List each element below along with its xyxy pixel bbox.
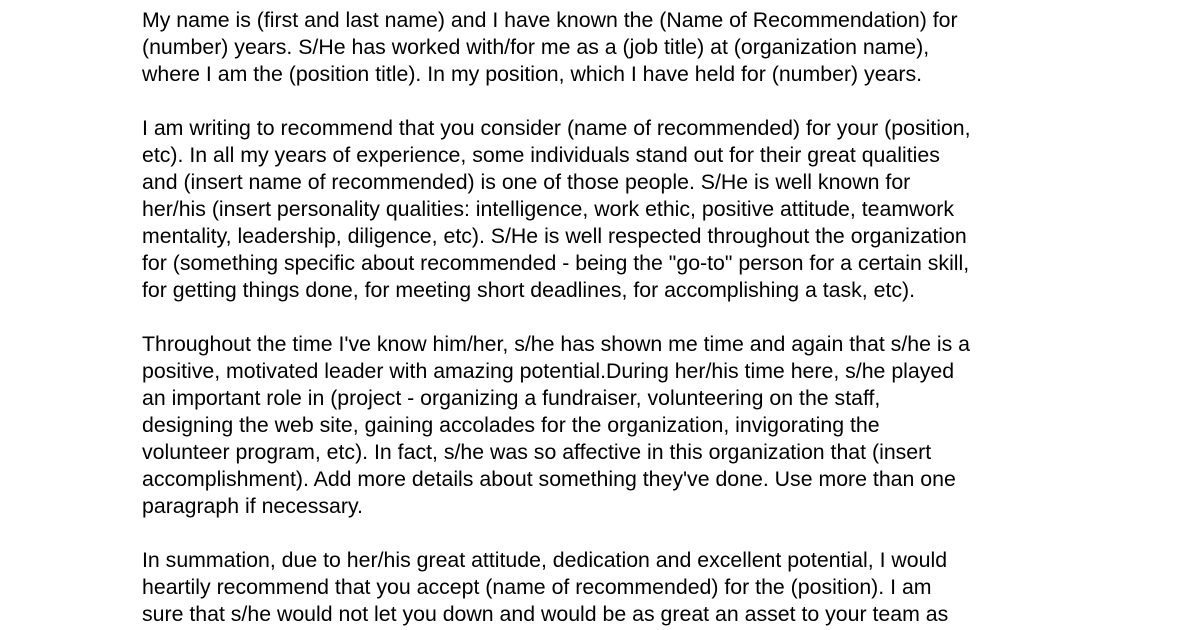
text-line: paragraph if necessary. (142, 494, 363, 518)
text-line: heartily recommend that you accept (name of recommended) for the (position). I am (142, 575, 932, 599)
text-line: volunteer program, etc). In fact, s/he was so affective in this organization that (insert (142, 440, 932, 464)
recommendation-letter-body (142, 7, 1082, 630)
text-line: sure that s/he would not let you down and would be as great an asset to your team as (142, 602, 949, 626)
text-line: My name is (first and last name) and I have known the (Name of Recommendation) for (142, 8, 958, 32)
text-line: an important role in (project - organizing a fundraiser, volunteering on the staff, (142, 386, 881, 410)
paragraph-accomplishments (142, 331, 1082, 520)
text-line: accomplishment). Add more details about something they've done. Use more than one (142, 467, 956, 491)
text-line: for (something specific about recommended - being the "go-to" person for a certain skill, (142, 251, 970, 275)
text-line: Throughout the time I've know him/her, s/he has shown me time and again that s/he is a (142, 332, 970, 356)
paragraph-recommendation (142, 115, 1082, 304)
text-line: In summation, due to her/his great attitude, dedication and excellent potential, I would (142, 548, 948, 572)
paragraph-summation (142, 547, 1082, 628)
text-line: positive, motivated leader with amazing potential.During her/his time here, s/he played (142, 359, 955, 383)
text-line: mentality, leadership, diligence, etc). S/He is well respected throughout the organization (142, 224, 967, 248)
text-line: where I am the (position title). In my position, which I have held for (number) years. (142, 62, 923, 86)
text-line: her/his (insert personality qualities: intelligence, work ethic, positive attitude, teamwork (142, 197, 955, 221)
text-line: (number) years. S/He has worked with/for me as a (job title) at (organization name), (142, 35, 930, 59)
text-line: etc). In all my years of experience, some individuals stand out for their great qualities (142, 143, 940, 167)
text-line: I am writing to recommend that you consider (name of recommended) for your (position, (142, 116, 971, 140)
text-line: and (insert name of recommended) is one of those people. S/He is well known for (142, 170, 911, 194)
text-line: designing the web site, gaining accolades for the organization, invigorating the (142, 413, 880, 437)
paragraph-introduction (142, 7, 1082, 88)
text-line: for getting things done, for meeting short deadlines, for accomplishing a task, etc). (142, 278, 916, 302)
